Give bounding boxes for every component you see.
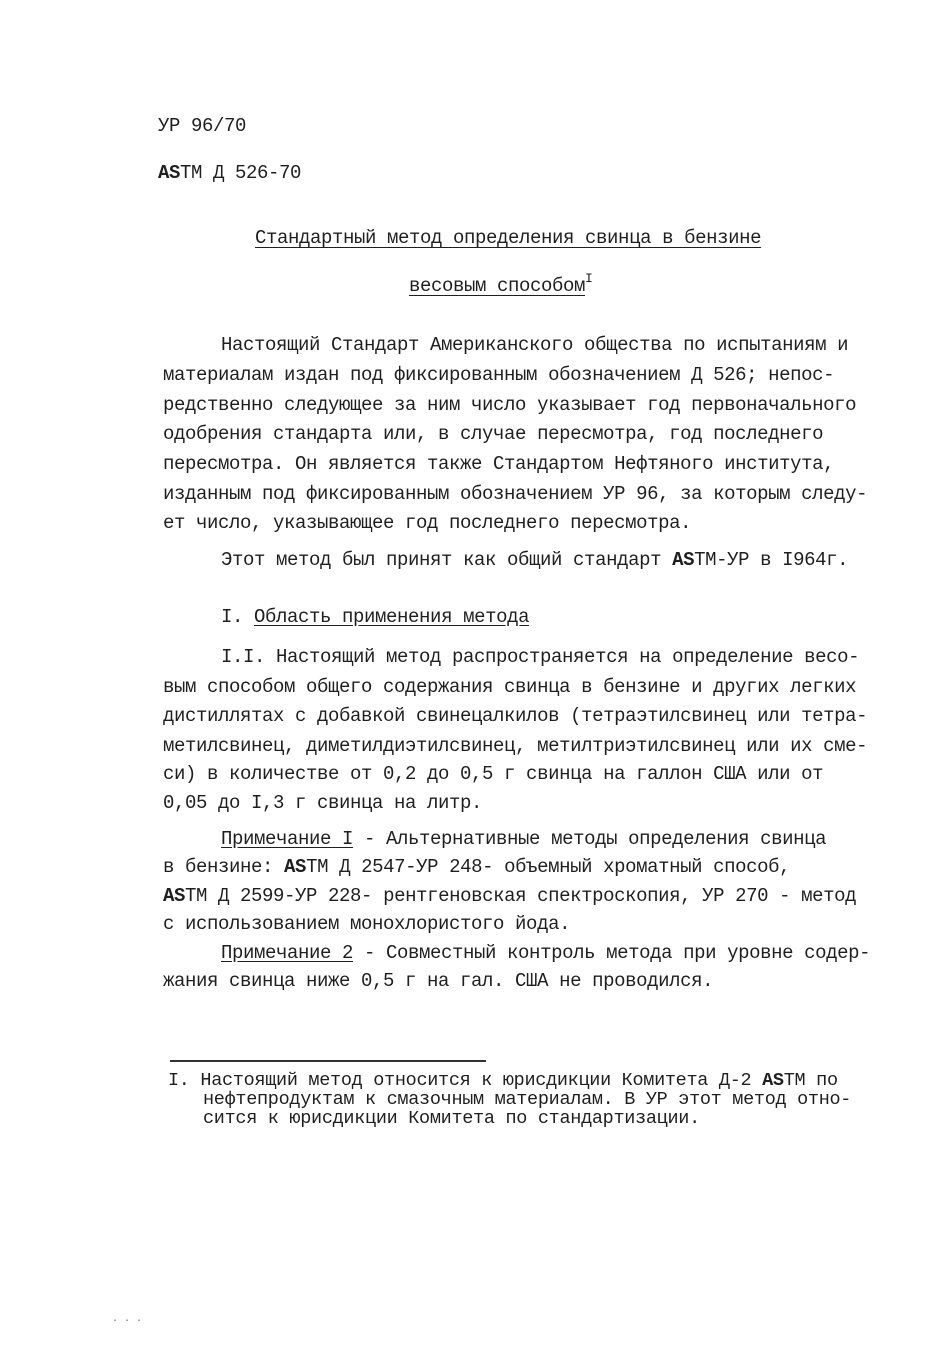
intro-line: редственно следующее за ним число указывает год первоначального <box>163 394 857 416</box>
title-footnote-mark: I <box>585 271 593 286</box>
note1-text: ТМ Д 2599-УР 228- рентгеновская спектроскопия, УР 270 - метод <box>185 885 857 907</box>
intro-line: материалам издан под фиксированным обозначением Д 526; непос- <box>163 364 835 386</box>
note1-line1 <box>221 827 826 851</box>
intro-line: изданным под фиксированным обозначением УР 96, за которым следу- <box>163 483 868 505</box>
astm-letter-a: A <box>163 885 175 907</box>
footnote-text: ТМ по <box>783 1070 838 1091</box>
footnote-divider <box>170 1060 486 1062</box>
note1-line3 <box>163 884 856 908</box>
astm-letter-s: S <box>683 549 695 571</box>
astm-designation <box>158 161 301 185</box>
section-heading <box>221 605 529 629</box>
astm-letter-a: A <box>672 549 684 571</box>
section-para-line: дистиллятах с добавкой свинецалкилов (тетраэтилсвинец или тетра- <box>163 705 868 727</box>
note2-label: Примечание 2 <box>221 942 354 964</box>
section-para-line: си) в количестве от 0,2 до 0,5 г свинца на галлон США или от <box>163 763 824 785</box>
astm-letter-s: S <box>169 162 181 184</box>
astm-designation-rest: ТМ Д 526-70 <box>180 162 302 184</box>
note1-line2 <box>163 855 790 879</box>
astm-letter-s: S <box>772 1070 784 1091</box>
intro-line: одобрения стандарта или, в случае пересмотра, год последнего <box>163 423 824 445</box>
astm-letter-a: A <box>158 162 170 184</box>
section-para-line: I.I. Настоящий метод распространяется на определение весо- <box>221 646 860 668</box>
astm-letter-a: A <box>762 1070 773 1091</box>
footnote-line3: сится к юрисдикции Комитета по стандартизации. <box>203 1108 700 1129</box>
document-title-line2 <box>409 267 592 298</box>
note1-text: в бензине: <box>163 856 285 878</box>
note1-text: ТМ Д 2547-УР 248- объемный хроматный способ, <box>306 856 791 878</box>
note2-line2: жания свинца ниже 0,5 г на гал. США не проводился. <box>163 970 714 992</box>
note1-line4: с использованием монохлористого йода. <box>163 913 571 935</box>
intro-line: пересмотра. Он является также Стандартом Нефтяного института, <box>163 453 835 475</box>
adoption-statement <box>221 548 848 572</box>
astm-letter-s: S <box>174 885 186 907</box>
adoption-text-rest: ТМ-УР в I964г. <box>694 549 849 571</box>
note1-text: - Альтернативные методы определения свинца <box>353 828 827 850</box>
intro-line: ет число, указывающее год последнего пересмотра. <box>163 512 692 534</box>
footnote-text: I. Настоящий метод относится к юрисдикции Комитета Д-2 <box>168 1070 763 1091</box>
intro-line: Настоящий Стандарт Американского общества по испытаниям и <box>221 334 849 356</box>
document-title-line1: Стандартный метод определения свинца в бензине <box>255 227 762 249</box>
section-title: Область применения метода <box>254 606 530 628</box>
section-number: I. <box>221 606 244 628</box>
astm-letter-a: A <box>284 856 296 878</box>
section-para-line: 0,05 до I,3 г свинца на литр. <box>163 792 483 814</box>
section-para-line: вым способом общего содержания свинца в бензине и других легких <box>163 676 857 698</box>
scan-margin-marks: · · · <box>112 1316 143 1327</box>
note1-label: Примечание I <box>221 828 354 850</box>
title-line2-text: весовым способом <box>409 275 586 297</box>
footnote-line2: нефтепродуктам к смазочным материалам. В УР этот метод отно- <box>203 1089 852 1110</box>
astm-letter-s: S <box>295 856 307 878</box>
note2-text: - Совместный контроль метода при уровне содер- <box>353 942 871 964</box>
note2-line1 <box>221 941 870 965</box>
document-code: УР 96/70 <box>158 115 247 137</box>
adoption-text: Этот метод был принят как общий стандарт <box>221 549 673 571</box>
section-para-line: метилсвинец, диметилдиэтилсвинец, метилтриэтилсвинец или их сме- <box>163 735 868 757</box>
